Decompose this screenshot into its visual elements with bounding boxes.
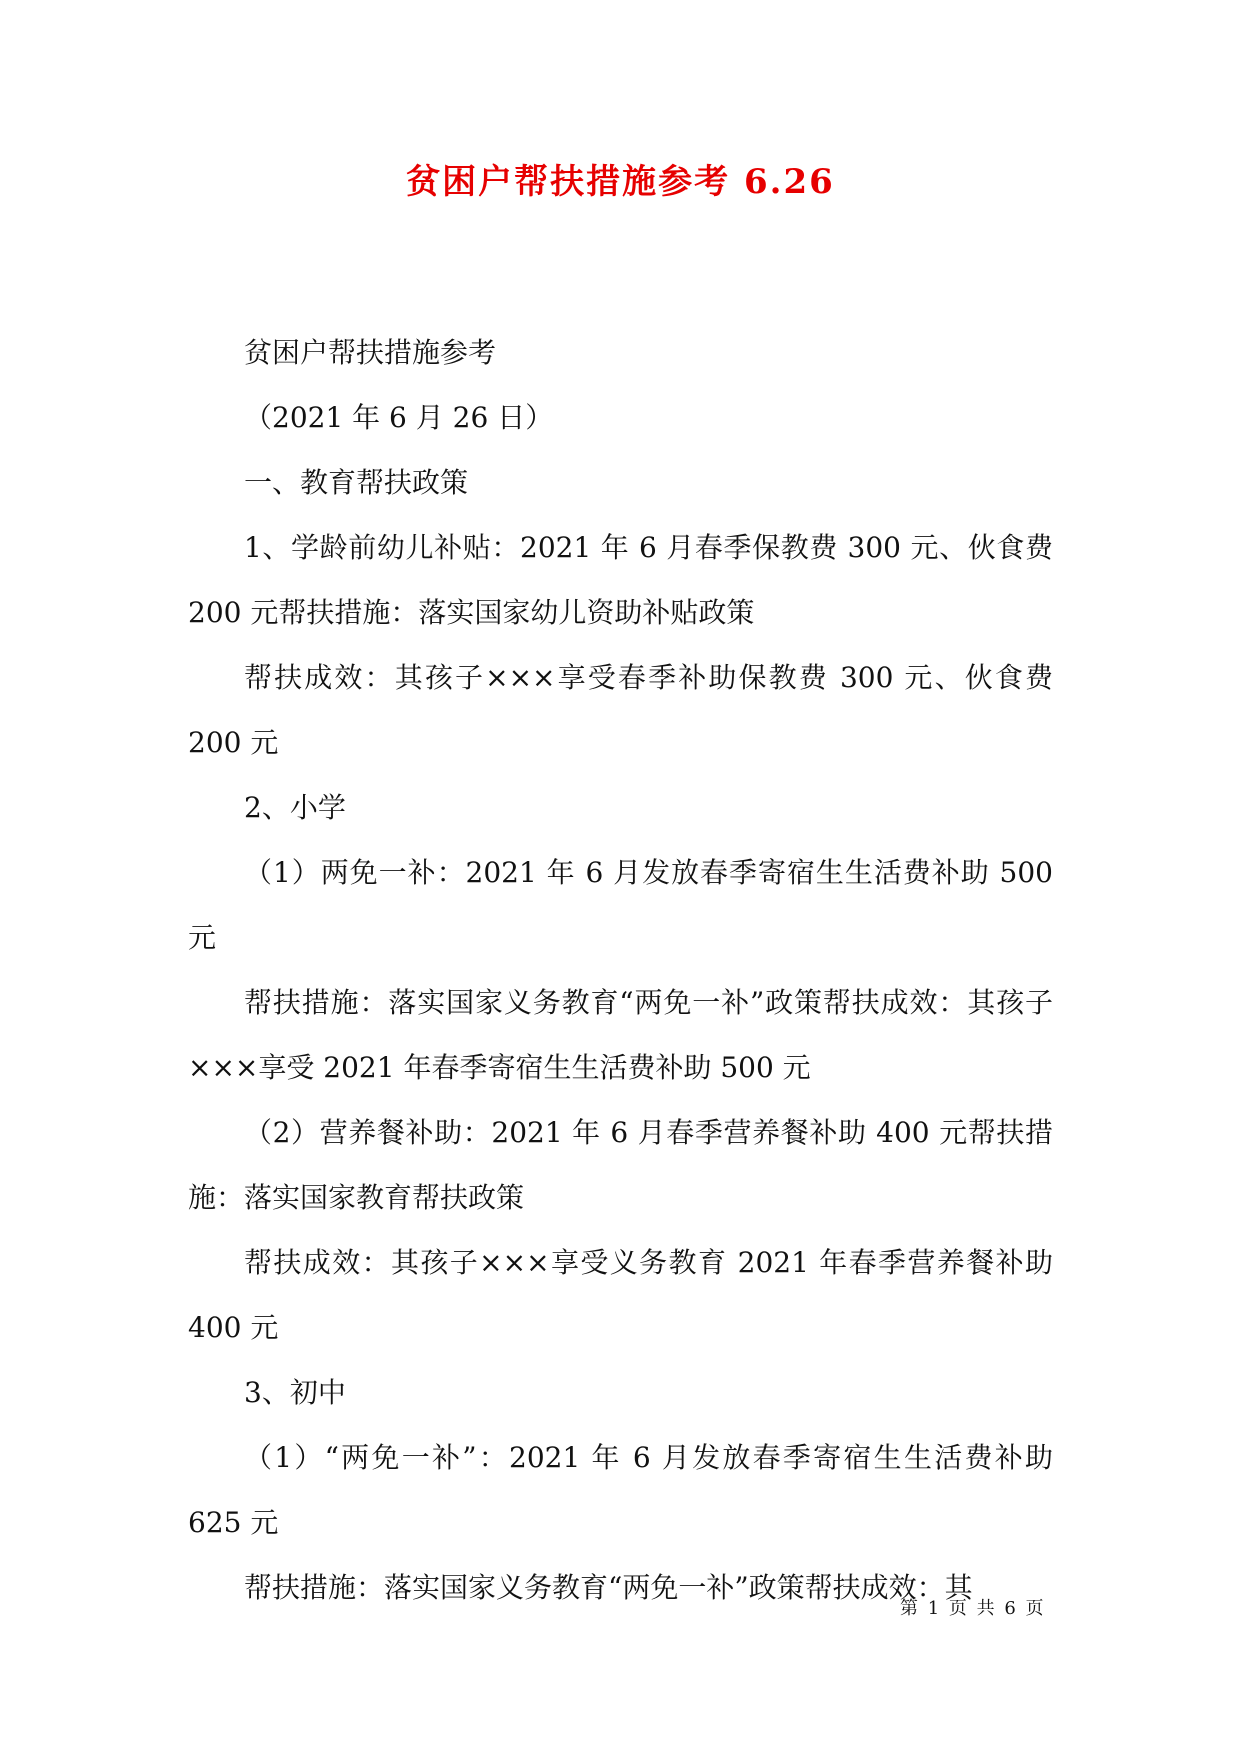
paragraph-junior-two-exemptions: （1）“两免一补”：2021 年 6 月发放春季寄宿生生活费补助 625 元: [188, 1441, 1053, 1539]
section-heading-education: 一、教育帮扶政策: [244, 466, 469, 499]
paragraph-primary-measures: 帮扶措施：落实国家义务教育“两免一补”政策帮扶成效：其孩子×××享受 2021 年春季寄宿生生活费补助 500 元: [188, 986, 1053, 1084]
paragraph-preschool-subsidy: 1、学龄前幼儿补贴：2021 年 6 月春季保教费 300 元、伙食费 200 元帮扶措施：落实国家幼儿资助补贴政策: [188, 531, 1053, 629]
paragraph-heading: 贫困户帮扶措施参考: [244, 336, 497, 369]
paragraph-date: （2021 年 6 月 26 日）: [244, 401, 554, 434]
paragraph-primary-heading: 2、小学: [244, 791, 346, 824]
page-footer: 第 1 页 共 6 页: [900, 1598, 1046, 1619]
document-body: [188, 320, 1053, 1620]
paragraph-junior-heading: 3、初中: [244, 1376, 346, 1409]
paragraph-primary-nutrition: （2）营养餐补助：2021 年 6 月春季营养餐补助 400 元帮扶措施：落实国家教育帮扶政策: [188, 1116, 1053, 1214]
paragraph-junior-measures: 帮扶措施：落实国家义务教育“两免一补”政策帮扶成效：其: [244, 1571, 973, 1604]
paragraph-preschool-result: 帮扶成效：其孩子×××享受春季补助保教费 300 元、伙食费 200 元: [188, 661, 1053, 759]
document-title: 贫困户帮扶措施参考 6.26: [406, 162, 835, 202]
paragraph-primary-two-exemptions: （1）两免一补：2021 年 6 月发放春季寄宿生生活费补助 500 元: [188, 856, 1053, 954]
paragraph-primary-nutrition-result: 帮扶成效：其孩子×××享受义务教育 2021 年春季营养餐补助 400 元: [188, 1246, 1053, 1344]
